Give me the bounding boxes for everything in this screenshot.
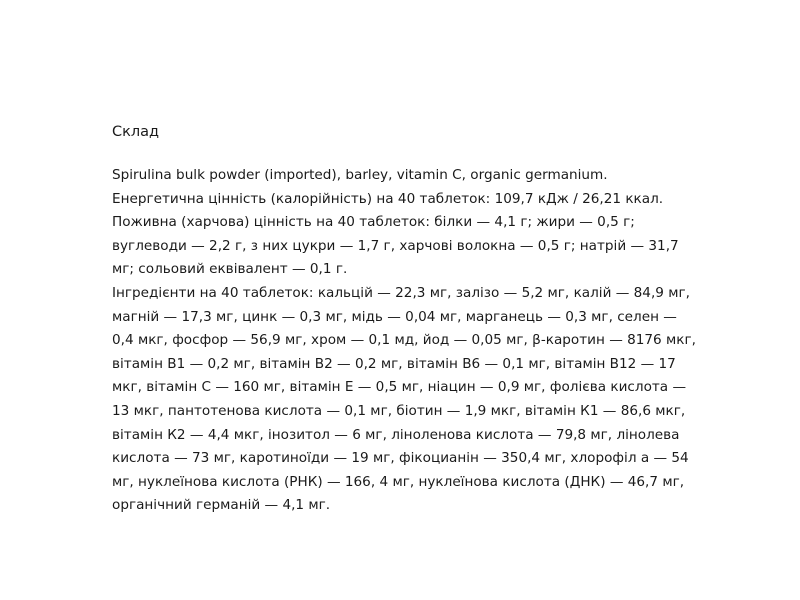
composition-text	[112, 164, 702, 518]
ingredients-per-40-tablets-paragraph: Інгредієнти на 40 таблеток: кальцій — 22,3 мг, залізо — 5,2 мг, калій — 84,9 мг, магній — 17,3 мг, цинк — 0,3 мг, мідь — 0,04 мг, марганець — 0,3 мг, селен — 0,4 мкг, фосфор — 56,9 мг, хром — 0,1 мд, йод — 0,05 мг, β-каротин — 8176 мкг, вітамін В1 — 0,2 мг, вітамін В2 — 0,2 мг, вітамін В6 — 0,1 мг, вітамін В12 — 17 мкг, вітамін С — 160 мг, вітамін Е — 0,5 мг, ніацин — 0,9 мг, фолієва кислота — 13 мкг, пантотенова кислота — 0,1 мг, біотин — 1,9 мкг, вітамін К1 — 86,6 мкг, вітамін К2 — 4,4 мкг, інозитол — 6 мг, ліноленова кислота — 79,8 мг, лінолева кислота — 73 мг, каротиноїди — 19 мг, фікоцианін — 350,4 мг, хлорофіл а — 54 мг, нуклеїнова кислота (РНК) — 166, 4 мг, нуклеїнова кислота (ДНК) — 46,7 мг, органічний германій — 4,1 мг.	[112, 284, 696, 514]
energy-value-line: Енергетична цінність (калорійність) на 40 таблеток: 109,7 кДж / 26,21 ккал.	[112, 190, 664, 207]
ingredients-line: Spirulina bulk powder (imported), barley, vitamin C, organic germanium.	[112, 167, 608, 183]
composition-section	[112, 121, 702, 518]
nutrition-value-paragraph: Поживна (харчова) цінність на 40 таблеток: білки — 4,1 г; жири — 0,5 г; вуглеводи — 2,2 г, з них цукри — 1,7 г, харчові волокна — 0,5 г; натрій — 31,7 мг; сольовий еквівалент — 0,1 г.	[112, 214, 679, 278]
section-title: Склад	[112, 124, 160, 140]
